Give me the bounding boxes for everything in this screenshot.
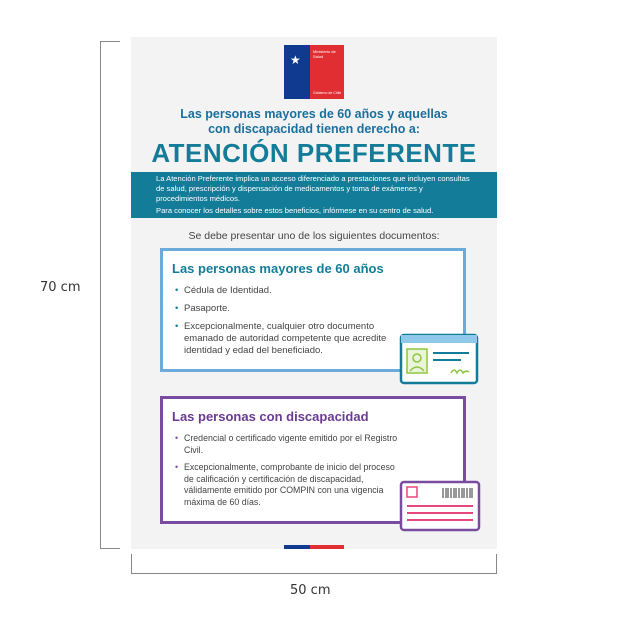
footer-flag-bar xyxy=(284,545,344,549)
disability-heading: Las personas con discapacidad xyxy=(172,409,369,424)
id-card-icon xyxy=(399,333,479,385)
poster xyxy=(131,37,497,549)
logo-ministry-text: Ministerio de Salud xyxy=(313,49,336,59)
logo-government-text: Gobierno de Chile xyxy=(313,91,342,95)
width-dimension xyxy=(131,554,497,574)
star-icon: ★ xyxy=(290,53,301,67)
list-item: • Excepcionalmente, cualquier otro documento emanado de autoridad competente que acredite identidad y edad del beneficiado. xyxy=(175,321,399,357)
list-item: • Excepcionalmente, comprobante de inicio del proceso de calificación y certificación de discapacidad, válidamente emitido por COMPIN con una vigencia máxima de 60 días. xyxy=(175,462,399,508)
credential-card-icon xyxy=(399,480,481,532)
banner-text: La Atención Preferente implica un acceso diferenciado a prestaciones que incluyen consultas de salud, prescripción y dispensación de medicamentos y toma de exámenes y procedimientos médicos. xyxy=(156,174,470,203)
height-dimension xyxy=(100,41,120,549)
list-item: • Cédula de Identidad. xyxy=(175,285,455,297)
instruction: Se debe presentar uno de los siguientes documentos: xyxy=(188,230,440,242)
height-label: 70 cm xyxy=(40,280,81,295)
banner-text-2: Para conocer los detalles sobre estos beneficios, infórmese en su centro de salud. xyxy=(156,206,434,215)
list-item: • Credencial o certificado vigente emitido por el Registro Civil. xyxy=(175,433,399,456)
width-label: 50 cm xyxy=(290,583,331,598)
subtitle: Las personas mayores de 60 años y aquellas con discapacidad tienen derecho a: xyxy=(180,107,448,136)
elderly-heading: Las personas mayores de 60 años xyxy=(172,261,384,276)
page-title: ATENCIÓN PREFERENTE xyxy=(151,138,477,168)
list-item: • Pasaporte. xyxy=(175,303,455,315)
ministry-logo xyxy=(284,45,344,99)
info-banner xyxy=(131,172,497,218)
